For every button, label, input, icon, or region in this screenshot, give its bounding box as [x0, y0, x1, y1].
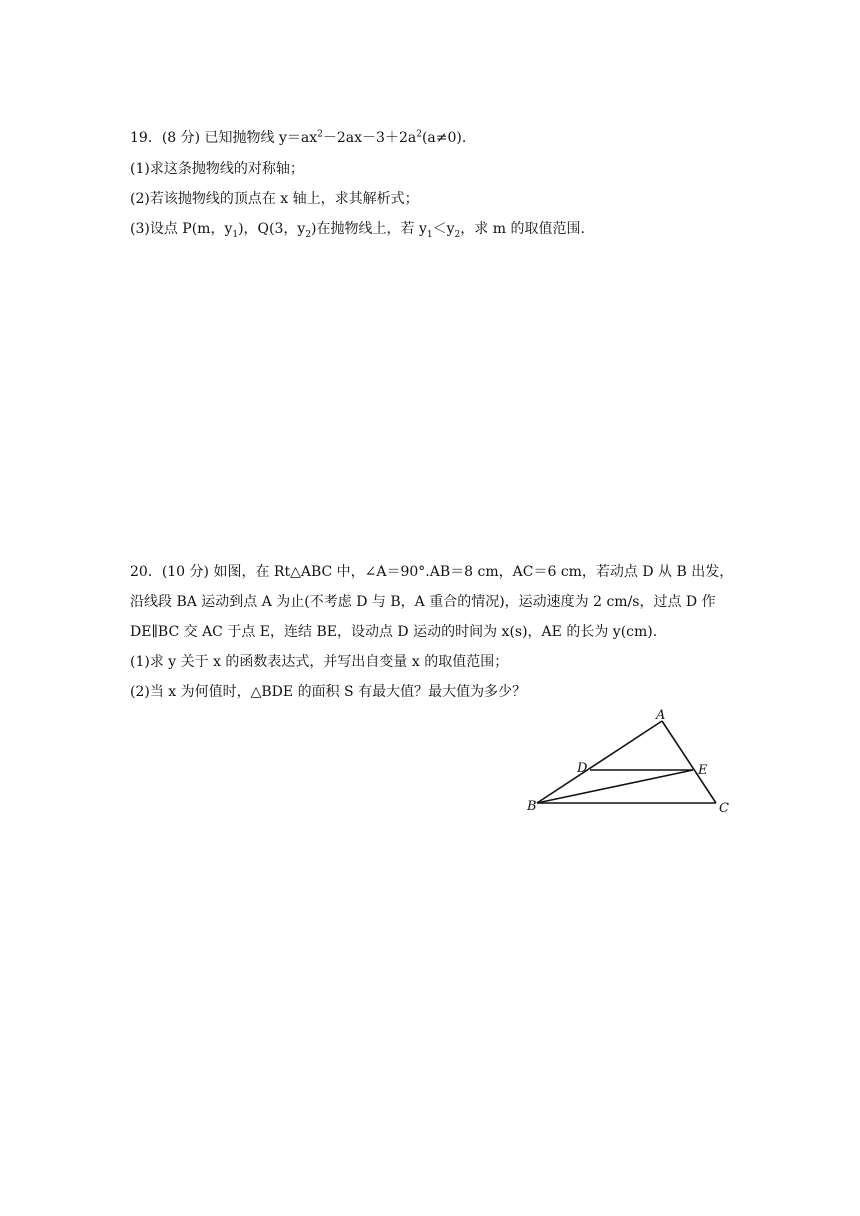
q19-heading-part: －2ax－3＋2a: [322, 130, 417, 146]
q19-heading: [130, 128, 466, 148]
q20-line-2: 沿线段 BA 运动到点 A 为止(不考虑 D 与 B，A 重合的情况)，运动速度为 2 cm/s，过点 D 作: [130, 594, 716, 610]
segment-ab: [537, 721, 662, 803]
subscript: 2: [454, 229, 461, 240]
q19-part-3-text: (3)设点 P(m，y: [130, 221, 233, 237]
triangle-figure: [524, 704, 738, 820]
label-e: E: [698, 763, 708, 778]
segment-be: [537, 770, 693, 803]
q20-part-2: (2)当 x 为何值时，△BDE 的面积 S 有最大值？最大值为多少？: [130, 684, 527, 700]
subscript: 1: [232, 229, 239, 240]
q20-line-3: DE∥BC 交 AC 于点 E，连结 BE，设动点 D 运动的时间为 x(s)，AE 的长为 y(cm).: [130, 624, 658, 640]
q19-exponent: 2: [317, 129, 323, 140]
q20-line-1: 20．(10 分) 如图，在 Rt△ABC 中，∠A＝90°.AB＝8 cm，AC＝6 cm，若动点 D 从 B 出发，: [130, 564, 734, 580]
q19-heading-part: 19．(8 分) 已知抛物线 y＝ax: [130, 130, 318, 146]
q19-part-3-text: ＜y: [432, 221, 455, 237]
q19-part-3-text: ，求 m 的取值范围.: [460, 221, 585, 237]
subscript: 2: [305, 229, 312, 240]
subscript: 1: [426, 229, 433, 240]
segment-ac: [662, 721, 716, 803]
q20-part-1: (1)求 y 关于 x 的函数表达式，并写出自变量 x 的取值范围；: [130, 654, 509, 670]
q19-exponent: 2: [416, 129, 422, 140]
label-d: D: [577, 761, 588, 776]
q19-part-3: [130, 219, 585, 239]
q19-part-3-text: )在抛物线上，若 y: [311, 221, 427, 237]
q19-heading-part: (a≠0).: [421, 130, 467, 146]
label-a: A: [656, 708, 666, 723]
q19-part-3-text: )，Q(3，y: [238, 221, 306, 237]
label-b: B: [527, 799, 537, 814]
q19-part-2: (2)若该抛物线的顶点在 x 轴上，求其解析式；: [130, 191, 419, 207]
q19-part-1: (1)求这条抛物线的对称轴；: [130, 161, 304, 177]
label-c: C: [719, 801, 729, 816]
